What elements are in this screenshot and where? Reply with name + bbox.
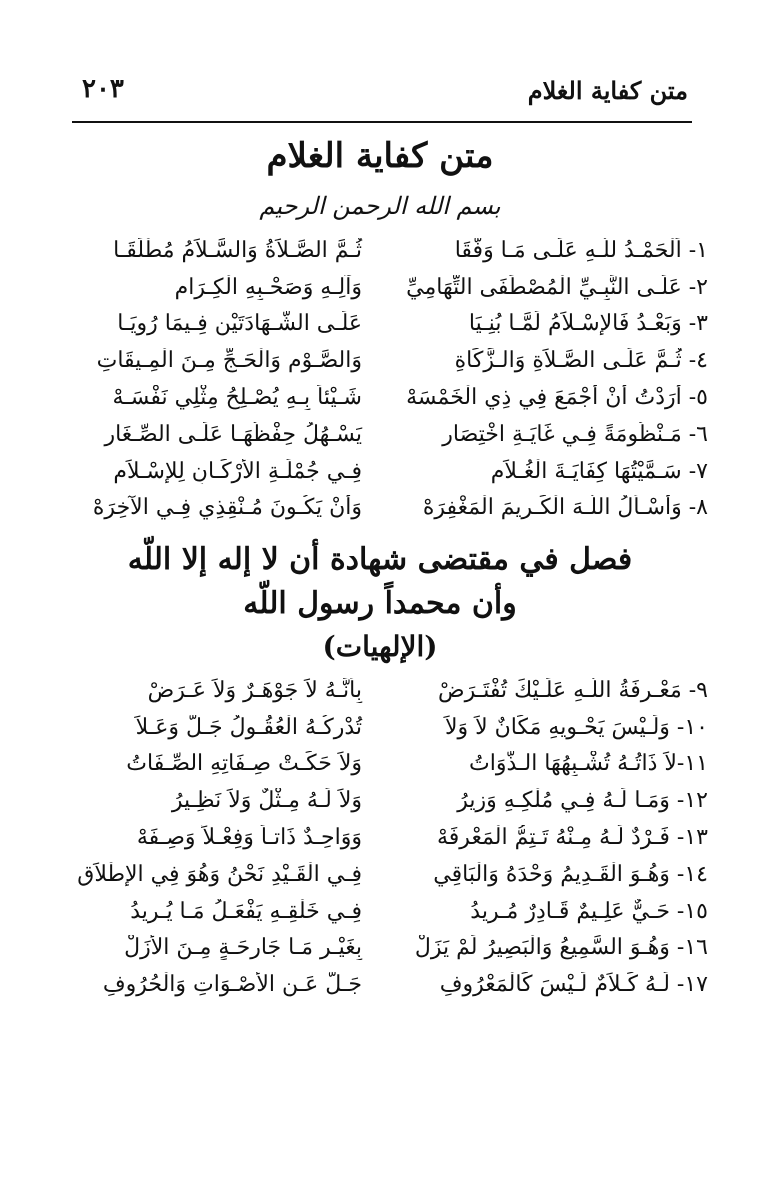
verse-first-hemistich: ٤- ثُـمَّ عَلَـى الصَّـلاَةِ وَالـزَّكَاةِ xyxy=(454,348,708,374)
basmala: بسم الله الرحمن الرحيم xyxy=(259,192,501,220)
running-title: متن كفاية الغلام xyxy=(527,76,688,105)
verse-row xyxy=(72,893,708,930)
verse-first-hemistich: ١٢- وَمَـا لَـهُ فِـي مُلْكِـهِ وَزِيرُ xyxy=(457,788,708,814)
verse-first-hemistich: ١- اَلْحَمْـدُ للّـهِ عَلَـى مَـا وَفَّقَا xyxy=(454,237,708,263)
verses-part-2 xyxy=(72,672,708,1003)
verse-second-hemistich: وَلاَ لَـهُ مِـثْلٌ وَلاَ نَظِـيرُ xyxy=(171,788,362,814)
verse-first-hemistich: ١٧- لَـهُ كَـلاَمٌ لَـيْسَ كَالْمَعْرُوفِ xyxy=(439,972,708,998)
verses-part-1 xyxy=(72,232,708,526)
verse-first-hemistich: ٧- سَـمَّيْتُهَا كِفَايَـةَ الْغُـلاَمِ xyxy=(490,458,708,484)
verse-row xyxy=(72,379,708,416)
poem-title: متن كفاية الغلام xyxy=(266,136,494,176)
verse-first-hemistich: ١٦- وَهُـوَ السَّمِيعُ وَالْبَصِيرُ لَمْ يَزَلْ xyxy=(414,935,708,961)
verse-second-hemistich: وَآلِـهِ وَصَحْـبِهِ الْكِـرَامِ xyxy=(174,274,362,300)
verse-row xyxy=(72,930,708,967)
verse-first-hemistich: ٩- مَعْـرِفَةُ اللّـهِ عَلَـيْكَ تُفْتَـرَضْ xyxy=(438,677,708,703)
verse-row xyxy=(72,819,708,856)
section-heading: فصل في مقتضى شهادة أن لا إله إلا اللّه xyxy=(127,542,633,577)
verse-first-hemistich: ٦- مَـنْظُومَةً فِـي غَايَـةِ اخْتِصَارِ xyxy=(442,421,708,447)
verse-first-hemistich: ١٥- حَـيٌّ عَلِـيمٌ قَـادِرٌ مُـرِيدُ xyxy=(470,898,708,924)
verse-second-hemistich: تُدْرِكُـهُ الْعُقُـولُ جَـلَّ وَعَـلاَ xyxy=(135,714,362,740)
verse-second-hemistich: بِأَنَّـهُ لاَ جَوْهَـرٌ وَلاَ عَـرَضْ xyxy=(147,677,362,703)
verse-row xyxy=(72,672,708,709)
verse-second-hemistich: فِـي خَلْقِـهِ يَفْعَـلُ مَـا يُـرِيدُ xyxy=(130,898,362,924)
verse-second-hemistich: شَـيْئاً بِـهِ يُصْـلِحُ مِثْلِي نَفْسَـهْ xyxy=(112,385,362,411)
verse-row xyxy=(72,232,708,269)
verse-row xyxy=(72,453,708,490)
verse-first-hemistich: ٨- وَأَسْـأَلُ اللَّـهَ الْكَـرِيمَ الْمَغْفِرَهْ xyxy=(422,495,708,521)
verse-first-hemistich: ٥- أَرَدْتُ أَنْ أَجْمَعَ فِي ذِي الْخَمْسَهْ xyxy=(406,385,708,411)
verse-first-hemistich: ١٤- وَهُـوَ الْقَـدِيمُ وَحْدَهُ وَالْبَاقِي xyxy=(433,861,708,887)
verse-second-hemistich: وَأَنْ يَكُـونَ مُـنْقِذِي فِـي الآخِرَهْ xyxy=(92,495,362,521)
verse-second-hemistich: وَلاَ حَكَـتْ صِـفَاتِهِ الصِّـفَاتُ xyxy=(126,751,362,777)
verse-second-hemistich: وَالصَّـوْمِ وَالْحَـجِّ مِـنَ الْمِـيقَاتِ xyxy=(96,348,362,374)
verse-second-hemistich: بِغَيْـرِ مَـا جَارِحَـةٍ مِـنَ الأَزَلْ xyxy=(124,935,362,961)
section-heading-continued: وأن محمداً رسول اللّه xyxy=(243,586,517,621)
verse-second-hemistich: وَوَاحِـدٌ ذَاتـاً وَفِعْـلاً وَصِـفَهْ xyxy=(136,825,362,851)
verse-row xyxy=(72,746,708,783)
verse-second-hemistich: ثُـمَّ الصَّـلاَةُ وَالسَّـلاَمُ مُطْلَقَـا xyxy=(113,237,362,263)
verse-second-hemistich: فِـي جُمْلَـةِ الأَرْكَـانِ لِلإِسْـلاَمِ xyxy=(113,458,362,484)
verse-second-hemistich: عَلَـى الشَّـهَادَتَيْنِ فِـيمَا رُوِيَـا xyxy=(117,311,362,337)
verse-row xyxy=(72,966,708,1003)
verse-first-hemistich: ٣- وَبَعْـدُ فَالإِسْـلاَمُ لَمَّـا بُنِـيَا xyxy=(468,311,708,337)
verse-row xyxy=(72,856,708,893)
header-divider xyxy=(72,121,692,123)
verse-row xyxy=(72,782,708,819)
verse-first-hemistich: ٢- عَلَـى النَّبِـيِّ الْمُصْطَفَى التِّهَامِيِّ xyxy=(406,274,708,300)
page-number: ٢٠٣ xyxy=(82,74,124,104)
verse-first-hemistich: ١١-لاَ ذَاتُـهُ تُشْـبِهُهَا الـذَّوَاتُ xyxy=(469,751,708,777)
verse-row xyxy=(72,306,708,343)
verse-row xyxy=(72,269,708,306)
verse-second-hemistich: جَـلَّ عَـنِ الأَصْـوَاتِ وَالْحُرُوفِ xyxy=(102,972,362,998)
verse-row xyxy=(72,342,708,379)
verse-row xyxy=(72,709,708,746)
verse-row xyxy=(72,416,708,453)
subsection-heading: (الإلهيات) xyxy=(322,630,438,663)
verse-second-hemistich: يَسْـهُلُ حِفْظُهَـا عَلَـى الصِّـغَارِ xyxy=(104,421,362,447)
verse-first-hemistich: ١٣- فَـرْدٌ لَـهُ مِـنْهُ تَـتِمُّ الْمَعْرِفَهْ xyxy=(437,825,708,851)
verse-row xyxy=(72,490,708,527)
verse-first-hemistich: ١٠- وَلَـيْسَ يَحْـوِيهِ مَكَانٌ لاَ وَلاَ xyxy=(444,714,708,740)
verse-second-hemistich: فِـي الْقَـيْدِ نَحْنُ وَهُوَ فِي الإِطْلاَقِ xyxy=(77,861,362,887)
